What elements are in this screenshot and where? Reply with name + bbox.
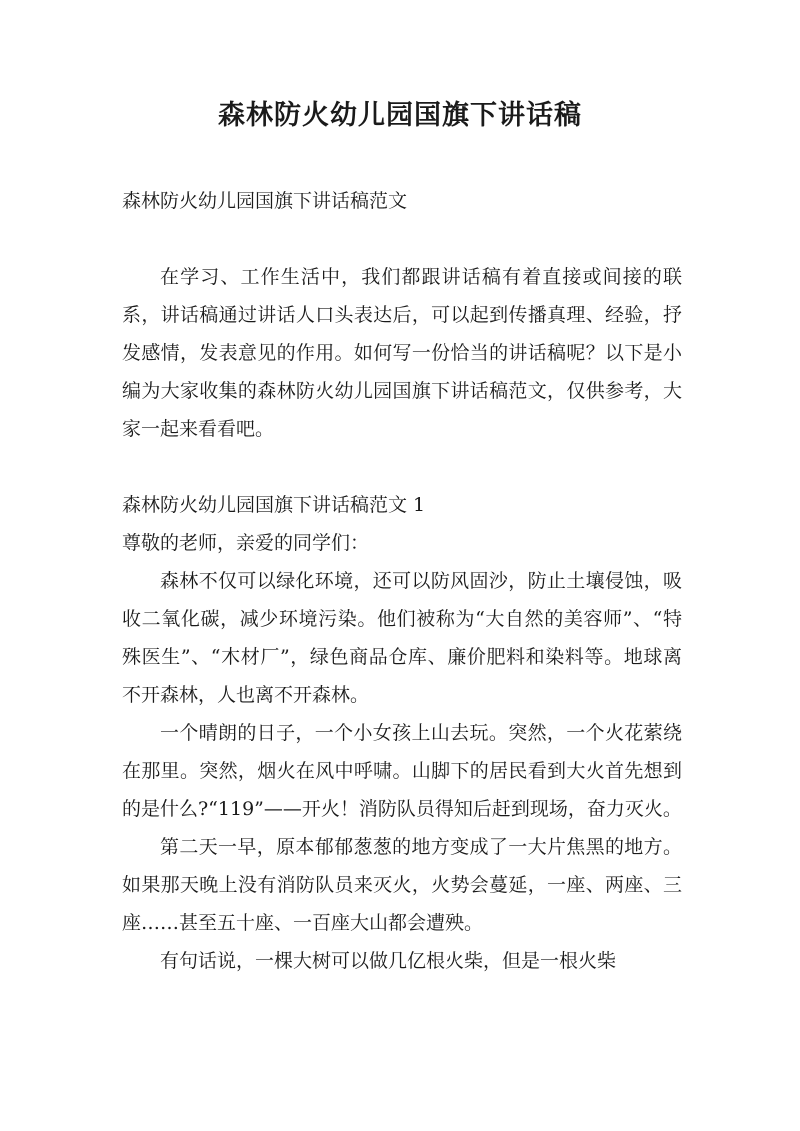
- spacer: [122, 448, 682, 486]
- spacer: [122, 220, 682, 258]
- document-title: 森林防火幼儿园国旗下讲话稿: [218, 100, 582, 131]
- salutation: 尊敬的老师，亲爱的同学们：: [122, 532, 370, 554]
- intro-paragraph: 在学习、工作生活中，我们都跟讲话稿有着直接或间接的联系，讲话稿通过讲话人口头表达后，可以起到传播真理、经验，抒发感情，发表意见的作用。如何写一份恰当的讲话稿呢？以下是小编为大家收集的森林防火幼儿园国旗下讲话稿范文，仅供参考，大家一起来看看吧。: [122, 266, 682, 440]
- body-paragraph-4: 有句话说，一棵大树可以做几亿根火柴，但是一根火柴: [160, 950, 617, 972]
- body-paragraph-2: 一个晴朗的日子，一个小女孩上山去玩。突然，一个火花萦绕在那里。突然，烟火在风中呼啸。山脚下的居民看到大火首先想到的是什么?“119”——开火！消防队员得知后赶到现场，奋力灭火。: [122, 722, 682, 820]
- body-paragraph-3: 第二天一早，原本郁郁葱葱的地方变成了一大片焦黑的地方。如果那天晚上没有消防队员来灭火，火势会蔓延，一座、两座、三座……甚至五十座、一百座大山都会遭殃。: [122, 836, 682, 934]
- body-paragraph-1: 森林不仅可以绿化环境，还可以防风固沙，防止土壤侵蚀，吸收二氧化碳，减少环境污染。他们被称为“大自然的美容师”、“特殊医生”、“木材厂”，绿色商品仓库、廉价肥料和染料等。地球离不开森林，人也离不开森林。: [122, 570, 682, 706]
- section-heading: 森林防火幼儿园国旗下讲话稿范文 1: [122, 494, 426, 516]
- document-subtitle: 森林防火幼儿园国旗下讲话稿范文: [122, 190, 408, 212]
- document-body: [122, 182, 682, 980]
